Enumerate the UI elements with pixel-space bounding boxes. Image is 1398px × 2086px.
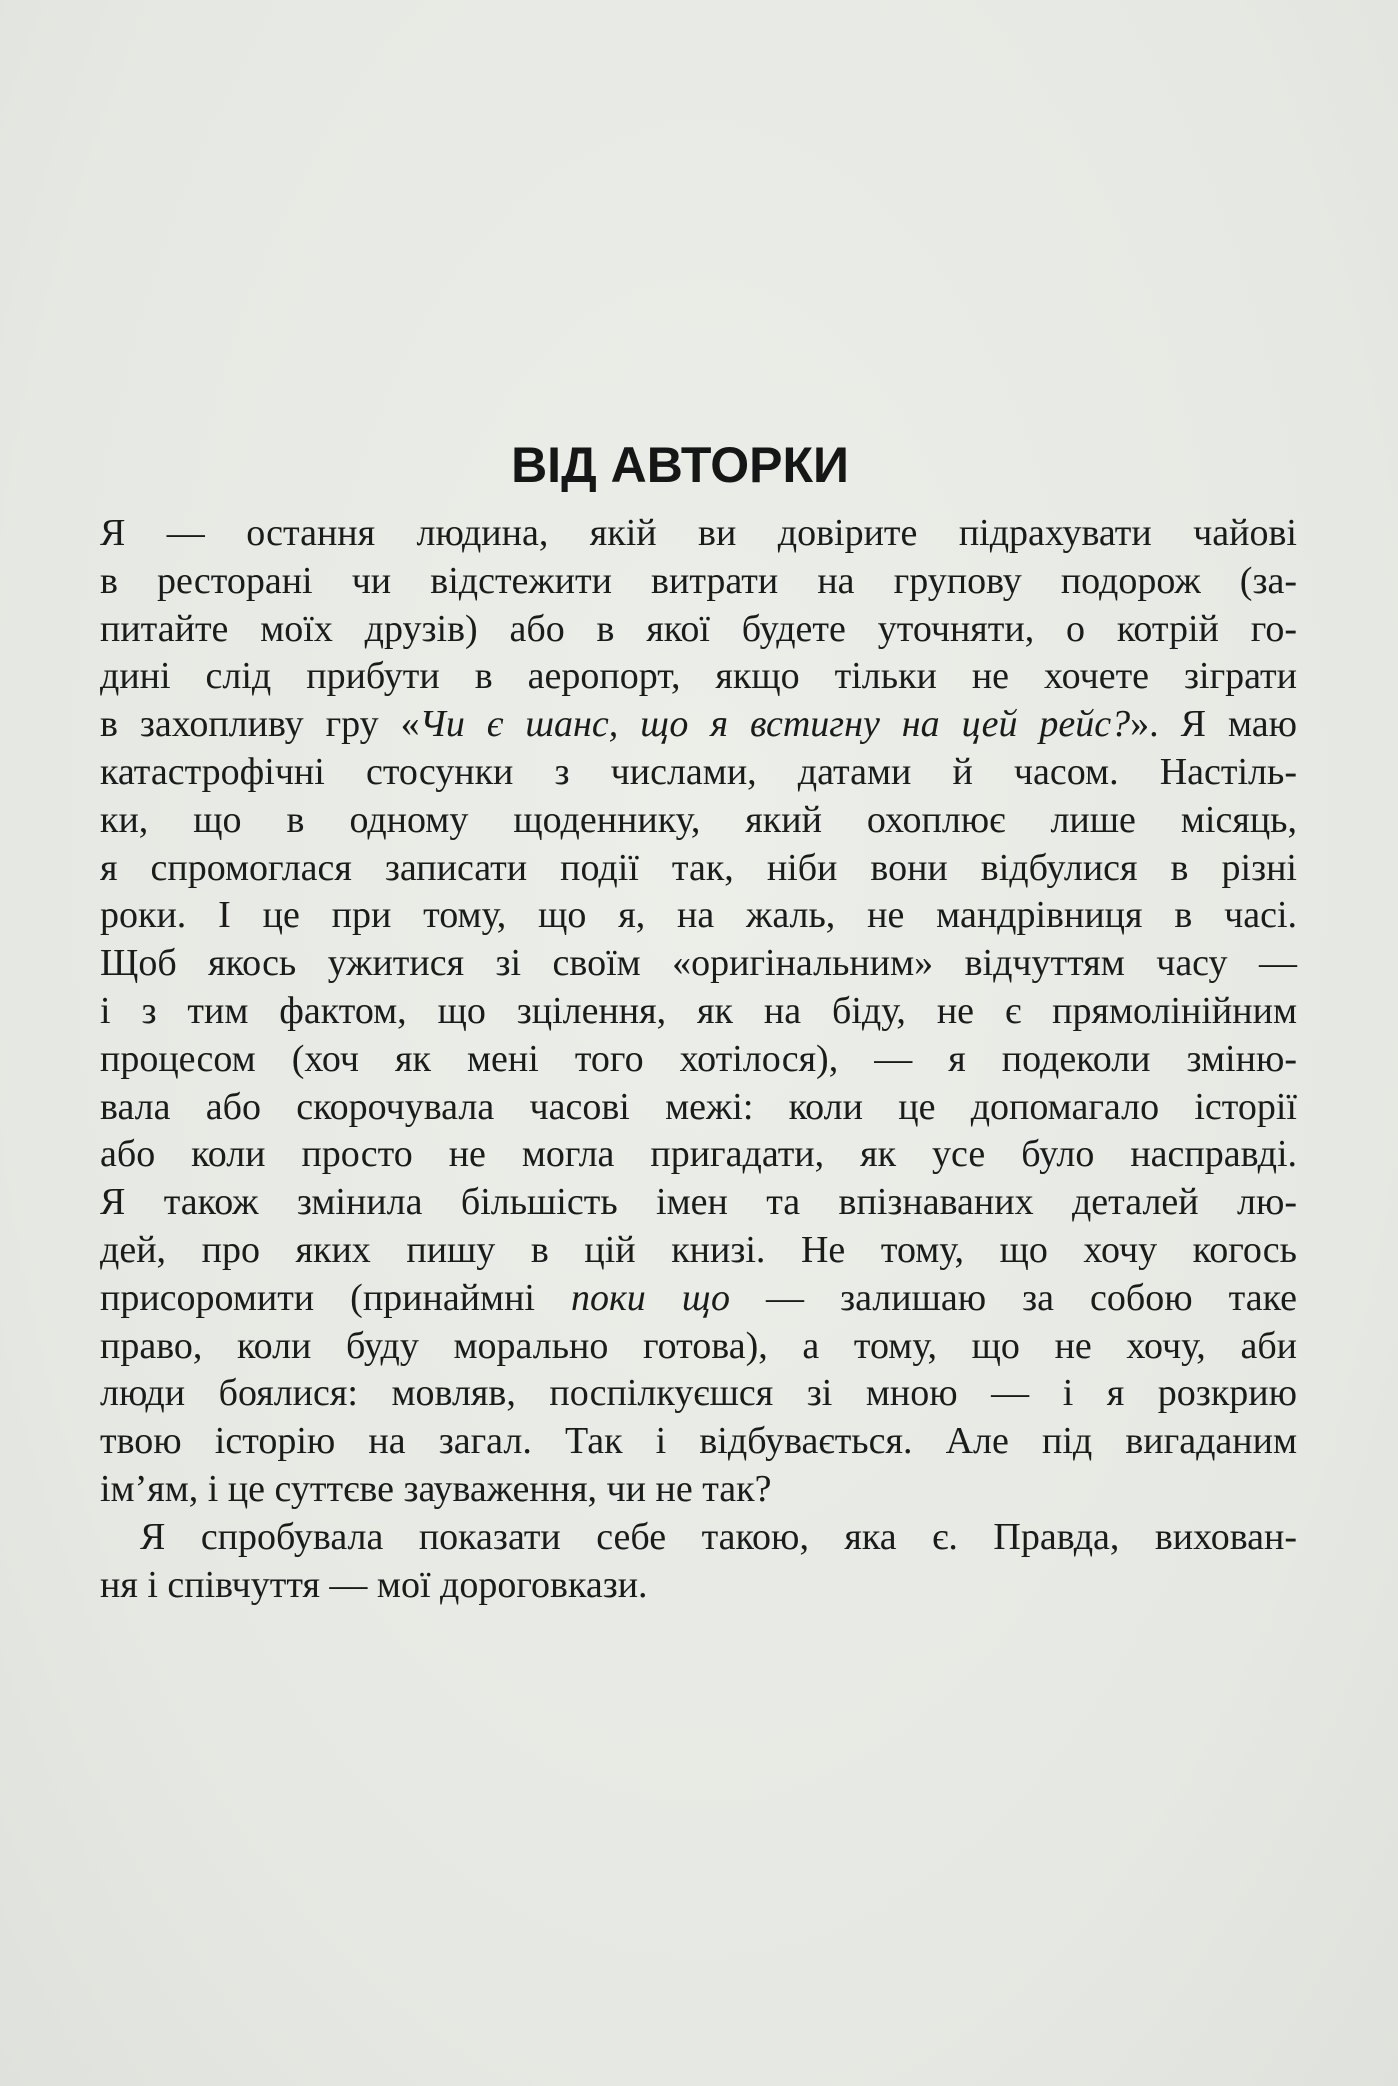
text-line: ня і співчуття — мої дороговкази. (100, 1563, 648, 1606)
italic-quote: Чи є шанс, що я встигну на цей рейс? (419, 703, 1131, 746)
text-line: Я спробувала показати себе такою, яка є. Правда, вихован- (140, 1515, 1297, 1558)
text-line: вала або скорочувала часові межі: коли це допомагало історії (100, 1085, 1297, 1128)
text-line: катастрофічні стосунки з числами, датами й часом. Настіль- (100, 750, 1297, 793)
text-line: або коли просто не могла пригадати, як усе було насправді. (100, 1133, 1297, 1176)
text-segment: ». Я маю (1130, 703, 1297, 746)
text-line: люди боялися: мовляв, поспілкуєшся зі мною — і я розкрию (100, 1372, 1297, 1415)
text-line: Я — остання людина, якій ви довірите підрахувати чайові (100, 512, 1297, 554)
text-line (100, 701, 1297, 749)
text-line: твою історію на загал. Так і відбувається. Але під вигаданим (100, 1420, 1297, 1463)
text-line: я спромоглася записати події так, ніби вони відбулися в різні (100, 846, 1297, 889)
text-segment: — залишаю за собою таке (730, 1276, 1297, 1319)
text-line: право, коли буду морально готова), а тому, що не хочу, аби (100, 1324, 1297, 1367)
text-line: дині слід прибути в аеропорт, якщо тільки не хочете зіграти (100, 655, 1297, 698)
text-line: питайте моїх друзів) або в якої будете уточняти, о котрій го- (100, 607, 1297, 650)
text-line: в ресторані чи відстежити витрати на групову подорож (за- (100, 559, 1297, 602)
text-line: роки. І це при тому, що я, на жаль, не мандрівниця в часі. (100, 894, 1297, 937)
text-line: Щоб якось ужитися зі своїм «оригінальним» відчуттям часу — (100, 942, 1297, 985)
text-segment: в захопливу гру « (100, 703, 420, 746)
text-line: і з тим фактом, що зцілення, як на біду, не є прямолінійним (100, 989, 1297, 1032)
author-note-body (100, 510, 1297, 1609)
text-segment: присоромити (принаймні (100, 1276, 572, 1319)
page-title: ВІД АВТОРКИ (511, 437, 849, 493)
text-line: ім’ям, і це суттєве зауваження, чи не так? (100, 1467, 772, 1510)
italic-phrase: поки що (571, 1276, 730, 1319)
text-line: Я також змінила більшість імен та впізнаваних деталей лю- (100, 1181, 1297, 1224)
text-line: процесом (хоч як мені того хотілося), — я подеколи зміню- (100, 1037, 1297, 1080)
text-line: дей, про яких пишу в цій книзі. Не тому, що хочу когось (100, 1228, 1297, 1271)
text-line (100, 1275, 1297, 1323)
text-line: ки, що в одному щоденнику, який охоплює лише місяць, (100, 798, 1297, 841)
paragraph-2 (100, 1514, 1297, 1610)
paragraph-1 (100, 510, 1297, 1514)
